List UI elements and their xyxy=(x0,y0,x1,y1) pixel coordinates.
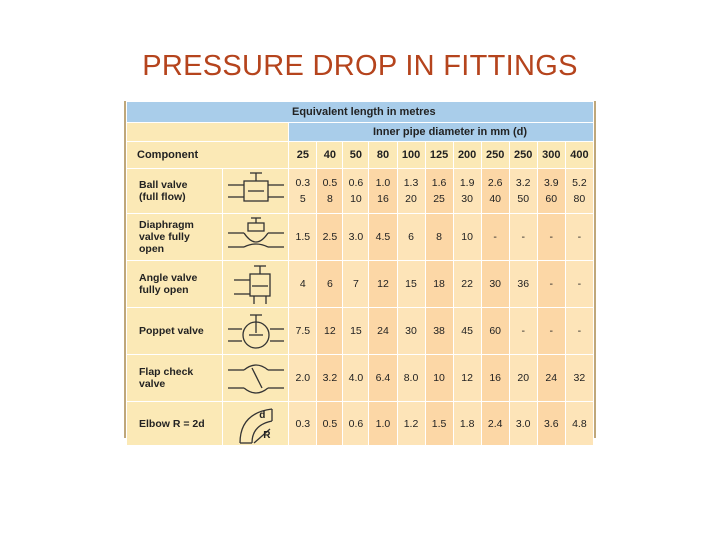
cell-value: 30 xyxy=(489,278,501,290)
cell-value: - xyxy=(577,325,582,337)
cell-value: 0.3 xyxy=(295,177,311,189)
cell-value: 15 xyxy=(350,325,362,337)
table-cell xyxy=(453,169,481,214)
cell-value: 3.2 xyxy=(322,372,338,384)
cell-value: 0.3 xyxy=(295,417,311,430)
header-row-main xyxy=(127,102,594,123)
diameter-header: 300 xyxy=(537,142,565,169)
table-cell xyxy=(289,214,317,261)
table-cell xyxy=(289,355,317,402)
cell-value: 32 xyxy=(573,372,586,384)
table-row xyxy=(127,402,594,446)
table-cell xyxy=(289,402,317,446)
table-cell xyxy=(537,261,565,308)
cell-value: 60 xyxy=(545,193,558,205)
cell-value: 2.5 xyxy=(322,231,338,243)
cell-value: 1.5 xyxy=(431,417,447,430)
table-cell xyxy=(565,214,593,261)
cell-value: 2.6 xyxy=(487,177,503,189)
equivalent-length-table xyxy=(124,101,596,441)
cell-value: 7 xyxy=(353,278,359,290)
table-cell xyxy=(397,308,425,355)
diameter-header: 25 xyxy=(289,142,317,169)
cell-value: 20 xyxy=(405,193,417,205)
table-cell xyxy=(317,355,343,402)
component-name xyxy=(127,261,223,308)
table-cell xyxy=(317,214,343,261)
cell-value: 2.4 xyxy=(487,417,503,430)
cell-value: 3.0 xyxy=(515,417,531,430)
component-name xyxy=(127,308,223,355)
cell-value: 18 xyxy=(433,278,445,290)
angle-valve-icon xyxy=(223,261,289,308)
cell-value: 0.5 xyxy=(322,177,338,189)
cell-value: 6 xyxy=(408,231,414,243)
cell-value: - xyxy=(577,278,582,290)
table-cell xyxy=(343,402,369,446)
cell-value: 5 xyxy=(299,193,306,205)
table-cell xyxy=(565,355,593,402)
cell-value: - xyxy=(493,231,497,243)
table-cell xyxy=(289,308,317,355)
table-cell xyxy=(565,169,593,214)
cell-value: 60 xyxy=(489,325,501,337)
table-cell xyxy=(425,214,453,261)
table-cell xyxy=(509,261,537,308)
page-title: PRESSURE DROP IN FITTINGS xyxy=(142,50,578,82)
cell-value: 10 xyxy=(461,231,473,243)
table-cell xyxy=(397,355,425,402)
table-cell xyxy=(565,402,593,446)
cell-value: 12 xyxy=(377,278,389,290)
table-cell xyxy=(481,402,509,446)
table-cell xyxy=(537,402,565,446)
cell-value: - xyxy=(521,325,525,337)
diameter-header: 100 xyxy=(397,142,425,169)
diameter-header: 50 xyxy=(343,142,369,169)
cell-value: 4.8 xyxy=(572,417,587,430)
cell-value: 30 xyxy=(405,325,417,337)
table-cell xyxy=(509,355,537,402)
table-cell xyxy=(397,261,425,308)
component-name-line: open xyxy=(139,243,165,255)
component-name xyxy=(127,169,223,214)
component-name-line: Angle valve xyxy=(139,272,198,284)
ball-valve-icon xyxy=(223,169,289,214)
table-row xyxy=(127,308,594,355)
table-cell xyxy=(481,169,509,214)
cell-value: 16 xyxy=(377,193,389,205)
cell-value: 50 xyxy=(517,193,530,205)
table-cell xyxy=(453,261,481,308)
table-cell xyxy=(317,308,343,355)
table-cell xyxy=(537,308,565,355)
table-cell xyxy=(343,214,369,261)
cell-value: 36 xyxy=(517,278,530,290)
table-cell xyxy=(343,169,369,214)
diameter-header: 40 xyxy=(317,142,343,169)
table-cell xyxy=(481,214,509,261)
component-name-line: Diaphragm xyxy=(139,219,194,231)
elbow-dimension-label: d xyxy=(259,410,266,421)
table-cell xyxy=(453,214,481,261)
table-cell xyxy=(425,402,453,446)
cell-value: 0.5 xyxy=(322,417,338,430)
diameter-header: 400 xyxy=(565,142,593,169)
table-cell xyxy=(369,169,397,214)
table-cell xyxy=(537,169,565,214)
cell-value: 80 xyxy=(573,193,586,205)
diameter-header: 200 xyxy=(453,142,481,169)
table-cell xyxy=(481,355,509,402)
header-equivalent-length: Equivalent length in metres xyxy=(127,102,594,123)
table-cell xyxy=(565,261,593,308)
table-cell xyxy=(453,402,481,446)
cell-value: 16 xyxy=(489,372,501,384)
table-cell xyxy=(509,214,537,261)
table-cell xyxy=(425,261,453,308)
table-cell xyxy=(425,169,453,214)
table-cell xyxy=(317,261,343,308)
component-name xyxy=(127,355,223,402)
cell-value: 1.9 xyxy=(459,177,475,189)
cell-value: 12 xyxy=(461,372,473,384)
component-name-line: Ball valve xyxy=(139,179,188,191)
component-name-line: Elbow R = 2d xyxy=(139,417,205,430)
cell-value: 6 xyxy=(326,278,333,290)
table-cell xyxy=(369,355,397,402)
flap-check-valve-icon xyxy=(223,355,289,402)
cell-value: 3.0 xyxy=(348,231,364,243)
component-name xyxy=(127,402,223,446)
cell-value: 1.3 xyxy=(403,177,419,189)
diameter-header: 80 xyxy=(369,142,397,169)
cell-value: 1.6 xyxy=(431,177,447,189)
table-cell xyxy=(453,308,481,355)
component-name-line: Flap check xyxy=(139,366,194,378)
elbow-icon xyxy=(223,402,289,446)
cell-value: 40 xyxy=(489,193,501,205)
table-cell xyxy=(369,214,397,261)
cell-value: 2.0 xyxy=(295,372,311,384)
header-row-sub xyxy=(127,123,594,142)
table-cell xyxy=(343,308,369,355)
component-name-line: fully open xyxy=(139,284,189,296)
cell-value: 24 xyxy=(377,325,389,337)
table-cell xyxy=(289,169,317,214)
table-row xyxy=(127,355,594,402)
component-name-line: (full flow) xyxy=(139,191,186,203)
component-name-line: Poppet valve xyxy=(139,325,204,337)
table-cell xyxy=(565,308,593,355)
cell-value: 3.6 xyxy=(543,417,559,430)
table-cell xyxy=(343,261,369,308)
table-cell xyxy=(509,169,537,214)
cell-value: 1.0 xyxy=(375,417,391,430)
diameter-header: 125 xyxy=(425,142,453,169)
table-cell xyxy=(369,308,397,355)
cell-value: 0.6 xyxy=(348,177,364,189)
cell-value: 10 xyxy=(350,193,362,205)
table-cell xyxy=(537,214,565,261)
cell-value: 1.2 xyxy=(403,417,419,430)
table-cell xyxy=(369,402,397,446)
component-name-line: valve xyxy=(139,378,166,390)
cell-value: 25 xyxy=(433,193,445,205)
cell-value: 24 xyxy=(545,372,558,384)
cell-value: 3.9 xyxy=(543,177,559,189)
cell-value: - xyxy=(549,231,553,243)
cell-value: 8.0 xyxy=(403,372,419,384)
cell-value: 7.5 xyxy=(295,325,311,337)
cell-value: 4.0 xyxy=(348,372,364,384)
cell-value: 10 xyxy=(433,372,445,384)
cell-value: 6.4 xyxy=(375,372,391,384)
header-component: Component xyxy=(127,142,289,169)
table-cell xyxy=(509,402,537,446)
table-cell xyxy=(397,214,425,261)
cell-value: 8 xyxy=(326,193,333,205)
elbow-dimension-label: R xyxy=(263,430,271,441)
header-inner-pipe-diameter: Inner pipe diameter in mm (d) xyxy=(289,123,594,142)
table-row xyxy=(127,169,594,214)
cell-value: 22 xyxy=(461,278,473,290)
table-cell xyxy=(453,355,481,402)
table-cell xyxy=(369,261,397,308)
table-cell xyxy=(425,308,453,355)
cell-value: 3.2 xyxy=(515,177,531,189)
cell-value: 12 xyxy=(324,325,336,337)
cell-value: 30 xyxy=(461,193,473,205)
fittings-table xyxy=(126,101,594,446)
diameter-header: 250 xyxy=(509,142,537,169)
table-cell xyxy=(509,308,537,355)
diameter-header: 250 xyxy=(481,142,509,169)
table-row xyxy=(127,261,594,308)
cell-value: 45 xyxy=(461,325,473,337)
cell-value: 1.0 xyxy=(375,177,391,189)
cell-value: 4.5 xyxy=(375,231,391,243)
table-row xyxy=(127,214,594,261)
table-cell xyxy=(481,261,509,308)
cell-value: 8 xyxy=(436,231,442,243)
table-cell xyxy=(289,261,317,308)
component-name-line: valve fully xyxy=(139,231,190,243)
table-cell xyxy=(343,355,369,402)
cell-value: - xyxy=(549,325,553,337)
cell-value: - xyxy=(521,231,525,243)
table-cell xyxy=(317,169,343,214)
table-cell xyxy=(397,169,425,214)
cell-value: 20 xyxy=(517,372,530,384)
cell-value: 15 xyxy=(405,278,417,290)
header-row-diameters xyxy=(127,142,594,169)
cell-value: 5.2 xyxy=(572,177,587,189)
cell-value: 4 xyxy=(299,278,306,290)
diaphragm-valve-icon xyxy=(223,214,289,261)
cell-value: 1.5 xyxy=(295,231,311,243)
cell-value: 38 xyxy=(433,325,445,337)
table-cell xyxy=(397,402,425,446)
cell-value: 1.8 xyxy=(459,417,475,430)
table-cell xyxy=(425,355,453,402)
cell-value: - xyxy=(549,278,553,290)
cell-value: - xyxy=(577,231,582,243)
table-cell xyxy=(537,355,565,402)
component-name xyxy=(127,214,223,261)
header-blank xyxy=(127,123,289,142)
table-cell xyxy=(481,308,509,355)
poppet-valve-icon xyxy=(223,308,289,355)
cell-value: 0.6 xyxy=(348,417,364,430)
table-cell xyxy=(317,402,343,446)
